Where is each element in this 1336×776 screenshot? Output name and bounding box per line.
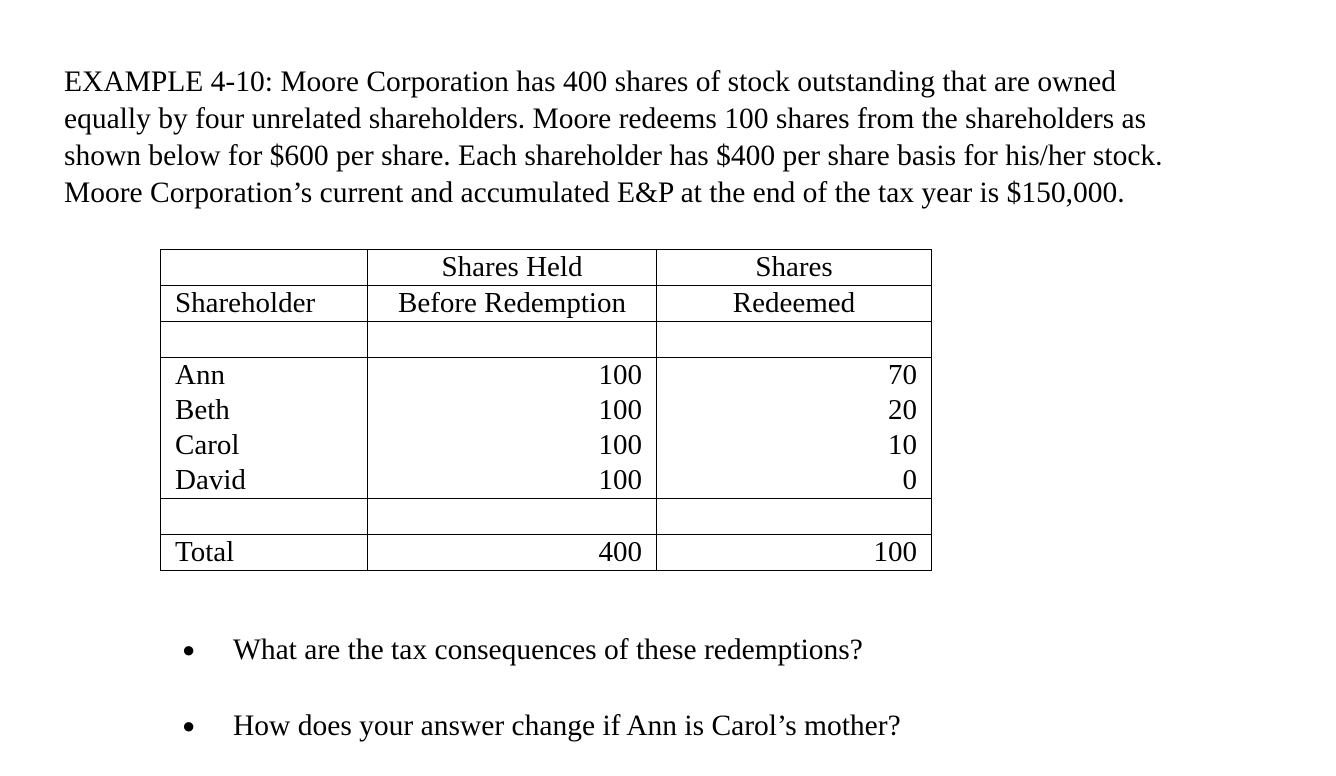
total-label: Total: [161, 535, 368, 571]
spacer-cell: [368, 499, 657, 535]
example-line: equally by four unrelated shareholders. Moore redeems 100 shares from the shareholders as: [64, 103, 1147, 135]
table-row: [161, 428, 932, 463]
header-shareholder-blank: [161, 250, 368, 286]
table-row: [161, 463, 932, 499]
shares-redeemed: 0: [657, 463, 932, 499]
example-line: shown below for $600 per share. Each shareholder has $400 per share basis for his/her stock.: [64, 140, 1163, 172]
total-held: 400: [368, 535, 657, 571]
spacer-cell: [657, 322, 932, 358]
total-row: [161, 535, 932, 571]
shares-held: 100: [368, 393, 657, 428]
bullet-icon: ●: [182, 637, 196, 662]
table-row: [161, 393, 932, 428]
shareholder-name: Beth: [161, 393, 368, 428]
header-redeemed-line2: Redeemed: [657, 286, 932, 322]
question-text: How does your answer change if Ann is Carol’s mother?: [233, 710, 901, 742]
shares-redeemed: 10: [657, 428, 932, 463]
header-row-bottom: [161, 286, 932, 322]
spacer-row: [161, 322, 932, 358]
shares-held: 100: [368, 428, 657, 463]
header-redeemed-line1: Shares: [657, 250, 932, 286]
shares-redeemed: 20: [657, 393, 932, 428]
question-text: What are the tax consequences of these redemptions?: [233, 634, 863, 666]
shares-redeemed: 70: [657, 358, 932, 394]
shareholder-name: David: [161, 463, 368, 499]
example-text: [64, 64, 1304, 212]
table-row: [161, 358, 932, 394]
spacer-cell: [368, 322, 657, 358]
spacer-row: [161, 499, 932, 535]
spacer-cell: [161, 499, 368, 535]
total-redeemed: 100: [657, 535, 932, 571]
redemption-table: [160, 249, 932, 571]
spacer-cell: [657, 499, 932, 535]
header-shareholder: Shareholder: [161, 286, 368, 322]
example-line: Moore Corporation’s current and accumulated E&P at the end of the tax year is $150,000.: [64, 177, 1125, 209]
spacer-cell: [161, 322, 368, 358]
shares-held: 100: [368, 358, 657, 394]
bullet-icon: ●: [182, 713, 196, 738]
header-row-top: [161, 250, 932, 286]
shares-held: 100: [368, 463, 657, 499]
header-held-line1: Shares Held: [368, 250, 657, 286]
shareholder-name: Ann: [161, 358, 368, 394]
example-line: EXAMPLE 4-10: Moore Corporation has 400 shares of stock outstanding that are owned: [64, 66, 1116, 98]
header-held-line2: Before Redemption: [368, 286, 657, 322]
shareholder-name: Carol: [161, 428, 368, 463]
